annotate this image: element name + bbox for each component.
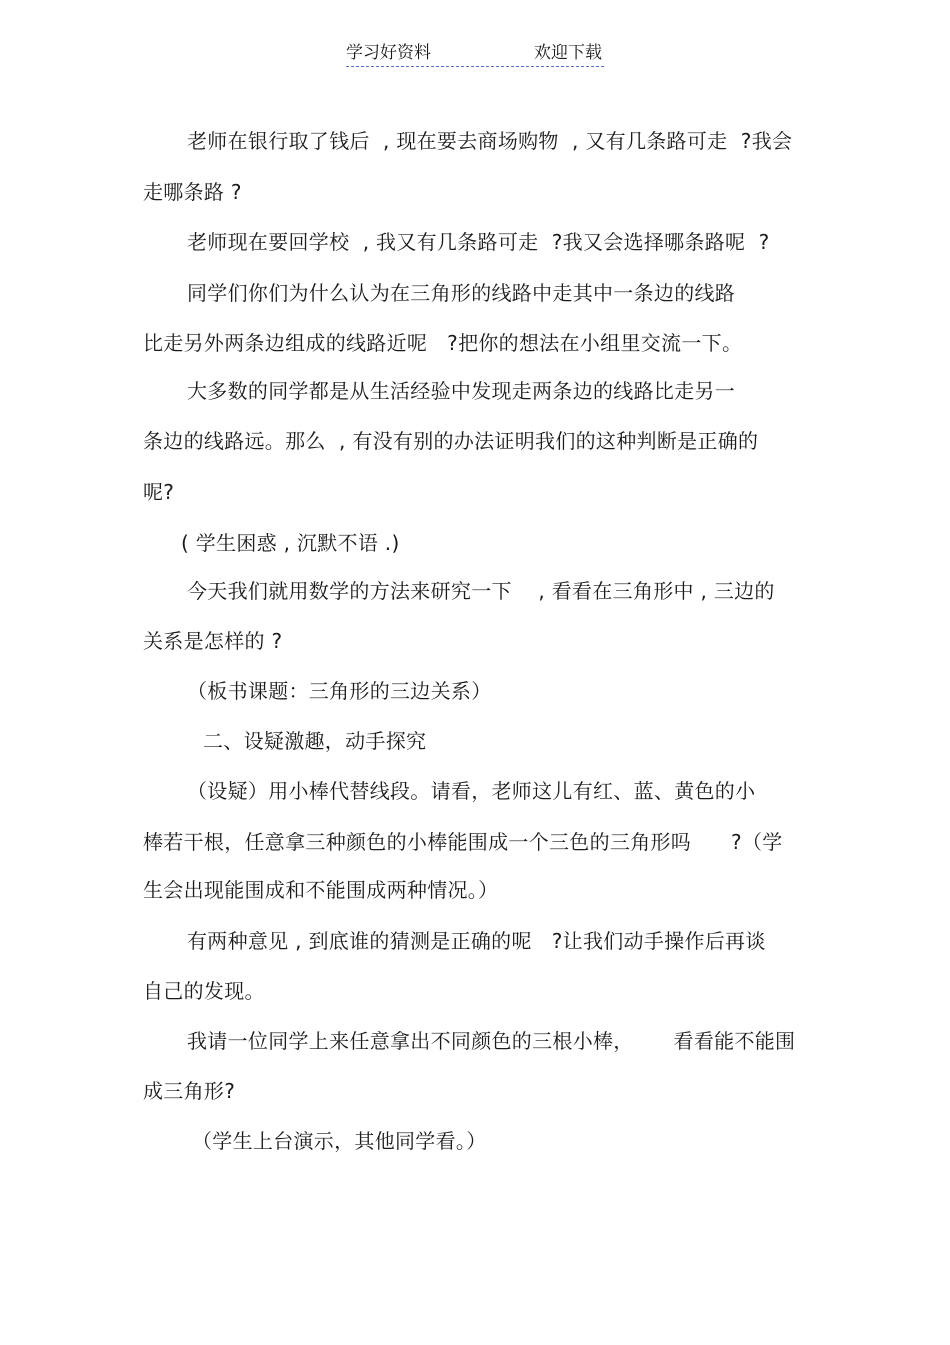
paragraph-line: 老师在银行取了钱后 , 现在要去商场购物 , 又有几条路可走 ?我会: [187, 129, 793, 153]
paragraph-line: 棒若干根，任意拿三种颜色的小棒能围成一个三色的三角形吗 ?（学: [143, 830, 783, 854]
header-left-text: 学习好资料: [346, 43, 431, 63]
paragraph-line: 同学们你们为什么认为在三角形的线路中走其中一条边的线路: [187, 281, 736, 305]
paragraph-line: ( 学生困惑 , 沉默不语 .): [181, 531, 400, 555]
paragraph-line: 呢?: [143, 480, 175, 504]
paragraph-line: 我请一位同学上来任意拿出不同颜色的三根小棒， 看看能不能围: [187, 1029, 796, 1053]
paragraph-line: （设疑）用小棒代替线段。请看，老师这儿有红、蓝、黄色的小: [187, 779, 756, 803]
paragraph-line: 成三角形?: [143, 1079, 236, 1103]
section-heading: 二、设疑激趣，动手探究: [203, 729, 427, 753]
paragraph-line: 老师现在要回学校 , 我又有几条路可走 ?我又会选择哪条路呢 ?: [187, 230, 770, 254]
paragraph-line: （学生上台演示，其他同学看。）: [192, 1129, 487, 1153]
paragraph-line: 自己的发现。: [143, 979, 265, 1003]
page-header: [346, 40, 604, 67]
paragraph-line: 比走另外两条边组成的线路近呢 ?把你的想法在小组里交流一下。: [143, 331, 743, 355]
paragraph-line: （板书课题：三角形的三边关系）: [187, 679, 492, 703]
paragraph-line: 关系是怎样的 ?: [143, 629, 283, 653]
paragraph-line: 今天我们就用数学的方法来研究一下 , 看看在三角形中 , 三边的: [187, 579, 775, 603]
header-right-text: 欢迎下载: [534, 43, 602, 63]
paragraph-line: 条边的线路远。那么 , 有没有别的办法证明我们的这种判断是正确的: [143, 429, 759, 453]
paragraph-line: 生会出现能围成和不能围成两种情况。）: [143, 878, 499, 902]
paragraph-line: 有两种意见 , 到底谁的猜测是正确的呢 ?让我们动手操作后再谈: [187, 929, 766, 953]
paragraph-line: 走哪条路 ?: [143, 180, 242, 204]
paragraph-line: 大多数的同学都是从生活经验中发现走两条边的线路比走另一: [187, 379, 736, 403]
